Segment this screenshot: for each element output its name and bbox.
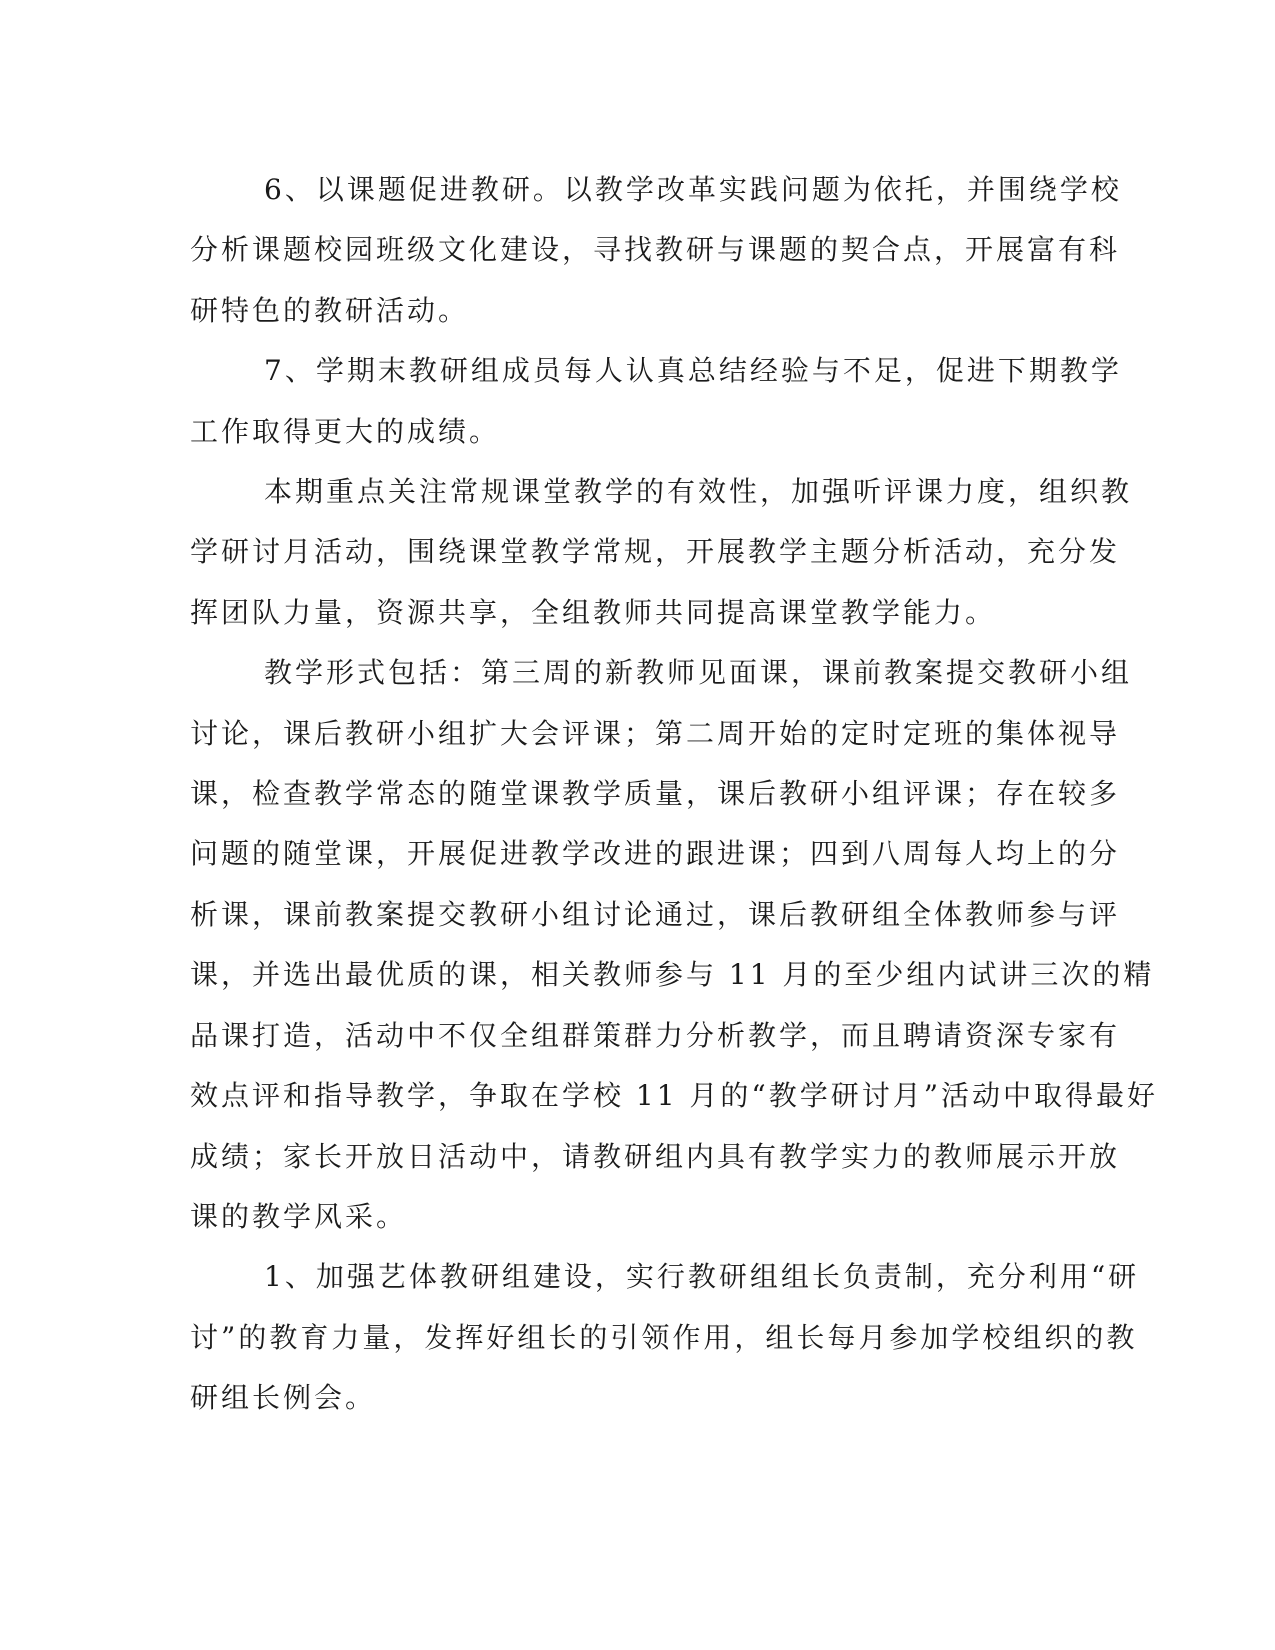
text-line: 研特色的教研活动。 <box>190 293 470 327</box>
text-line: 研组长例会。 <box>190 1381 377 1415</box>
text-line: 课的教学风采。 <box>190 1199 408 1233</box>
text-line: 分析课题校园班级文化建设，寻找教研与课题的契合点，开展富有科 <box>190 233 1121 267</box>
text-line: 工作取得更大的成绩。 <box>190 414 501 448</box>
text-line: 1、加强艺体教研组建设，实行教研组组长负责制，充分利用“研 <box>264 1260 1140 1294</box>
text-line: 品课打造，活动中不仅全组群策群力分析教学，而且聘请资深专家有 <box>190 1018 1121 1052</box>
text-line: 效点评和指导教学，争取在学校 11 月的“教学研讨月”活动中取得最好 <box>190 1079 1159 1113</box>
text-line: 课，并选出最优质的课，相关教师参与 11 月的至少组内试讲三次的精 <box>190 958 1155 992</box>
text-line: 6、以课题促进教研。以教学改革实践问题为依托，并围绕学校 <box>264 173 1122 206</box>
text-line: 讨”的教育力量，发挥好组长的引领作用，组长每月参加学校组织的教 <box>190 1320 1138 1354</box>
text-line: 挥团队力量，资源共享，全组教师共同提高课堂教学能力。 <box>190 595 997 629</box>
paragraph-teaching-forms <box>190 643 1159 1247</box>
text-line: 讨论，课后教研小组扩大会评课；第二周开始的定时定班的集体视导 <box>190 716 1121 750</box>
paragraph-item-6 <box>190 160 1122 341</box>
text-line: 7、学期末教研组成员每人认真总结经验与不足，促进下期教学 <box>264 354 1122 388</box>
paragraph-focus <box>190 462 1133 643</box>
text-line: 学研讨月活动，围绕课堂教学常规，开展教学主题分析活动，充分发 <box>190 535 1121 569</box>
text-line: 析课，课前教案提交教研小组讨论通过，课后教研组全体教师参与评 <box>190 897 1121 931</box>
text-line: 本期重点关注常规课堂教学的有效性，加强听评课力度，组织教 <box>264 475 1133 509</box>
document-body <box>190 160 1159 1429</box>
text-line: 成绩；家长开放日活动中，请教研组内具有教学实力的教师展示开放 <box>190 1139 1121 1173</box>
paragraph-item-7 <box>190 341 1122 462</box>
text-line: 教学形式包括：第三周的新教师见面课，课前教案提交教研小组 <box>264 656 1133 690</box>
text-line: 问题的随堂课，开展促进教学改进的跟进课；四到八周每人均上的分 <box>190 837 1121 871</box>
text-line: 课，检查教学常态的随堂课教学质量，课后教研小组评课；存在较多 <box>190 777 1121 811</box>
paragraph-item-1 <box>190 1247 1140 1428</box>
